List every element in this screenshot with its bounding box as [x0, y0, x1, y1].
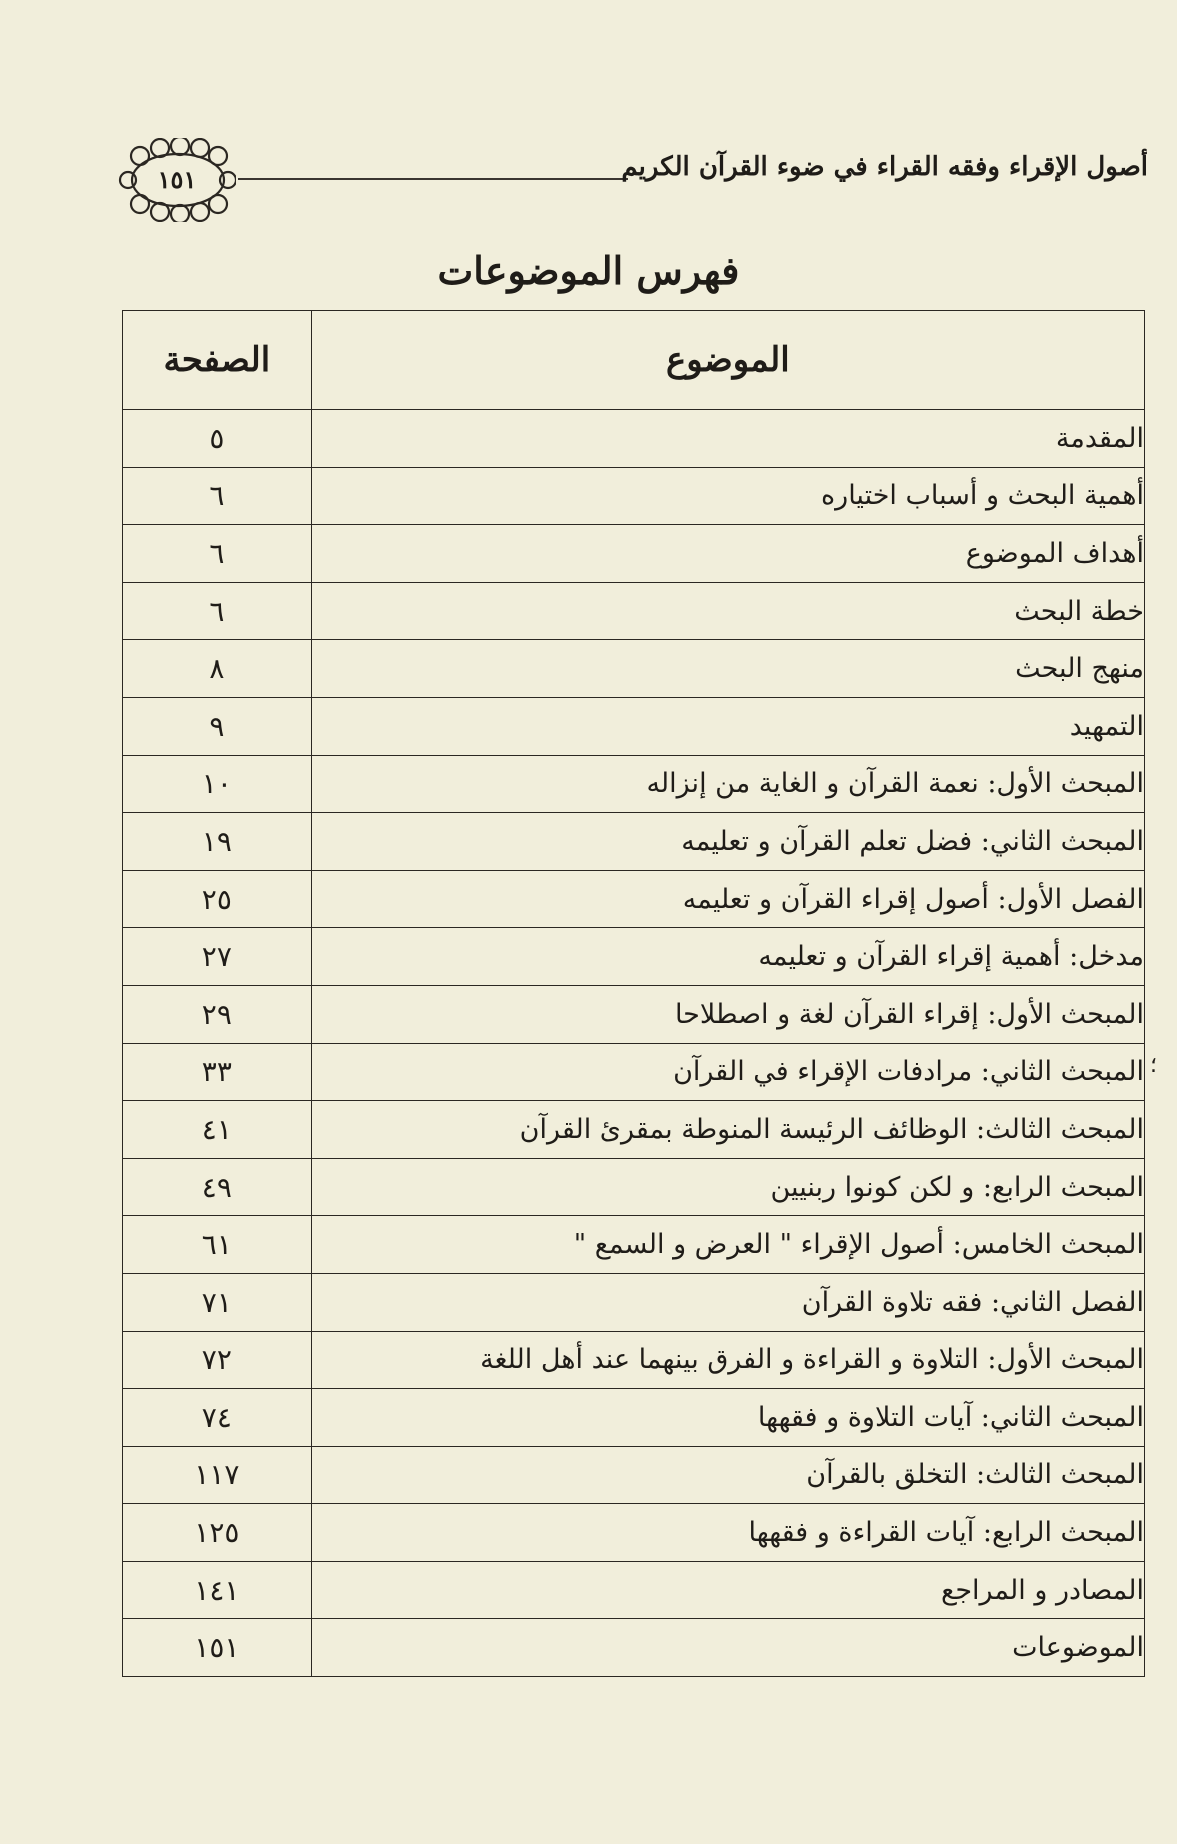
topic-cell: المبحث الثالث: التخلق بالقرآن [311, 1446, 1144, 1504]
topic-cell: المبحث الرابع: آيات القراءة و فقهها [311, 1504, 1144, 1562]
page-cell: ١٥١ [123, 1619, 312, 1677]
table-row [123, 1331, 1145, 1389]
table-row [123, 697, 1145, 755]
running-header [118, 138, 1148, 228]
page-column-header: الصفحة [123, 311, 312, 410]
header-rule [238, 178, 628, 180]
table-row [123, 467, 1145, 525]
page-cell: ٢٧ [123, 928, 312, 986]
page-cell: ١٩ [123, 813, 312, 871]
page-cell: ١١٧ [123, 1446, 312, 1504]
page-cell: ٢٩ [123, 985, 312, 1043]
topic-cell: المصادر و المراجع [311, 1561, 1144, 1619]
page-cell: ١٢٥ [123, 1504, 312, 1562]
table-row [123, 1389, 1145, 1447]
table-row [123, 1504, 1145, 1562]
table-row [123, 928, 1145, 986]
page-cell: ٦ [123, 582, 312, 640]
page-cell: ٧١ [123, 1273, 312, 1331]
page-cell: ٦ [123, 467, 312, 525]
table-row [123, 813, 1145, 871]
table-row [123, 582, 1145, 640]
index-title: فهرس الموضوعات [437, 248, 740, 293]
table-row [123, 640, 1145, 698]
topic-cell: المبحث الأول: التلاوة و القراءة و الفرق بينهما عند أهل اللغة [311, 1331, 1144, 1389]
topic-cell: الفصل الثاني: فقه تلاوة القرآن [311, 1273, 1144, 1331]
topic-cell: الموضوعات [311, 1619, 1144, 1677]
topic-cell: الفصل الأول: أصول إقراء القرآن و تعليمه [311, 870, 1144, 928]
table-row [123, 410, 1145, 468]
page-cell: ١٤١ [123, 1561, 312, 1619]
topic-cell: المبحث الثاني: فضل تعلم القرآن و تعليمه [311, 813, 1144, 871]
page-cell: ٤١ [123, 1101, 312, 1159]
page-cell: ٣٣ [123, 1043, 312, 1101]
page-cell: ٤٩ [123, 1158, 312, 1216]
table-row [123, 1043, 1145, 1101]
table-row [123, 1216, 1145, 1274]
page-cell: ٨ [123, 640, 312, 698]
table-body [123, 410, 1145, 1677]
topic-column-header: الموضوع [311, 311, 1144, 410]
table-row [123, 870, 1145, 928]
topic-cell: المبحث الخامس: أصول الإقراء " العرض و السمع " [311, 1216, 1144, 1274]
topic-cell: المبحث الرابع: و لكن كونوا ربنيين [311, 1158, 1144, 1216]
table-row [123, 755, 1145, 813]
page-cell: ١٠ [123, 755, 312, 813]
page-cell: ٢٥ [123, 870, 312, 928]
table-header-row [123, 311, 1145, 410]
page-cell: ٩ [123, 697, 312, 755]
page-number: ١٥١ [157, 165, 197, 194]
page-cell: ٦ [123, 525, 312, 583]
topic-cell: المبحث الأول: نعمة القرآن و الغاية من إنزاله [311, 755, 1144, 813]
topic-cell: المبحث الثالث: الوظائف الرئيسة المنوطة بمقرئ القرآن [311, 1101, 1144, 1159]
table-row [123, 1158, 1145, 1216]
topic-cell: التمهيد [311, 697, 1144, 755]
topic-cell: المبحث الثاني: آيات التلاوة و فقهها [311, 1389, 1144, 1447]
page-cell: ٧٢ [123, 1331, 312, 1389]
contents-table [122, 310, 1145, 1677]
topic-cell: منهج البحث [311, 640, 1144, 698]
topic-cell: المبحث الثاني: مرادفات الإقراء في القرآن [311, 1043, 1144, 1101]
page-cell: ٦١ [123, 1216, 312, 1274]
topic-cell: أهمية البحث و أسباب اختياره [311, 467, 1144, 525]
table-row [123, 525, 1145, 583]
margin-mark: ؛ [1150, 1053, 1157, 1078]
topic-cell: المقدمة [311, 410, 1144, 468]
page-cell: ٧٤ [123, 1389, 312, 1447]
table-row [123, 1101, 1145, 1159]
topic-cell: المبحث الأول: إقراء القرآن لغة و اصطلاحا [311, 985, 1144, 1043]
table-row [123, 1446, 1145, 1504]
table-row [123, 985, 1145, 1043]
table-row [123, 1273, 1145, 1331]
table-row [123, 1619, 1145, 1677]
topic-cell: خطة البحث [311, 582, 1144, 640]
topic-cell: أهداف الموضوع [311, 525, 1144, 583]
topic-cell: مدخل: أهمية إقراء القرآن و تعليمه [311, 928, 1144, 986]
page-cell: ٥ [123, 410, 312, 468]
book-title: أصول الإقراء وفقه القراء في ضوء القرآن الكريم [621, 152, 1148, 182]
table-row [123, 1561, 1145, 1619]
